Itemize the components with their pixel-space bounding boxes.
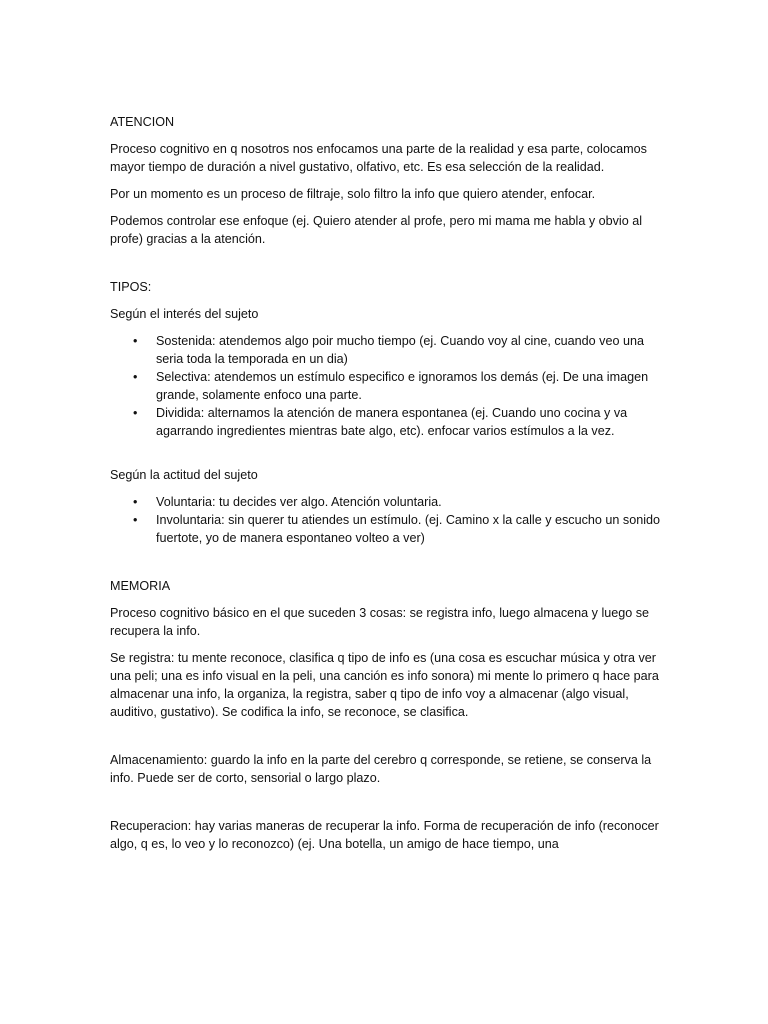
- bullet-icon: •: [133, 495, 138, 509]
- heading-memoria: MEMORIA: [110, 579, 171, 593]
- paragraph-atencion-control: Podemos controlar ese enfoque (ej. Quiero atender al profe, pero mi mama me habla y obvio al profe) gracias a la atención.: [110, 214, 643, 246]
- subheading-interes: Según el interés del sujeto: [110, 307, 259, 321]
- list-item-text: Involuntaria: sin querer tu atiendes un estímulo. (ej. Camino x la calle y escucho un sonido fuertote, yo de manera espontaneo volteo a ver): [156, 513, 661, 545]
- paragraph-atencion-definition: Proceso cognitivo en q nosotros nos enfocamos una parte de la realidad y esa parte, colocamos mayor tiempo de duración a nivel gustativo, olfativo, etc. Es esa selección de la realidad.: [110, 142, 647, 174]
- bullet-icon: •: [133, 406, 138, 420]
- list-item-text: Selectiva: atendemos un estímulo especifico e ignoramos los demás (ej. De una imagen grande, solamente enfoco una parte.: [156, 370, 649, 402]
- heading-atencion: ATENCION: [110, 115, 175, 129]
- paragraph-atencion-filtraje: Por un momento es un proceso de filtraje, solo filtro la info que quiero atender, enfocar.: [110, 187, 596, 201]
- list-item-text: Sostenida: atendemos algo poir mucho tiempo (ej. Cuando voy al cine, cuando veo una seria toda la temporada en un dia): [156, 334, 644, 366]
- subheading-actitud: Según la actitud del sujeto: [110, 468, 258, 482]
- list-item: [110, 493, 665, 511]
- paragraph-memoria-almacenamiento: Almacenamiento: guardo la info en la parte del cerebro q corresponde, se retiene, se conserva la info. Puede ser de corto, sensorial o largo plazo.: [110, 753, 652, 785]
- list-item: [110, 368, 665, 404]
- list-item-text: Voluntaria: tu decides ver algo. Atención voluntaria.: [156, 495, 442, 509]
- paragraph-memoria-definition: Proceso cognitivo básico en el que suceden 3 cosas: se registra info, luego almacena y luego se recupera la info.: [110, 606, 650, 638]
- bullet-icon: •: [133, 334, 138, 348]
- bullet-icon: •: [133, 513, 138, 527]
- list-item-text: Dividida: alternamos la atención de manera espontanea (ej. Cuando uno cocina y va agarrando ingredientes mientras bate algo, etc). enfocar varios estímulos a la vez.: [156, 406, 628, 438]
- bullet-icon: •: [133, 370, 138, 384]
- list-item: [110, 511, 665, 547]
- paragraph-memoria-registro: Se registra: tu mente reconoce, clasifica q tipo de info es (una cosa es escuchar música y otra ver una peli; una es info visual en la peli, una canción es info sonora) mi mente lo primero q hace para almacenar una info, la organiza, la registra, saber q tipo de info voy a almacenar (algo visual, auditivo, gustativo). Se codifica la info, se reconoce, se clasifica.: [110, 651, 659, 719]
- list-interes: [110, 332, 665, 440]
- heading-tipos: TIPOS:: [110, 280, 152, 294]
- list-item: [110, 332, 665, 368]
- document-body: [110, 113, 665, 862]
- list-actitud: [110, 493, 665, 547]
- list-item: [110, 404, 665, 440]
- paragraph-memoria-recuperacion: Recuperacion: hay varias maneras de recuperar la info. Forma de recuperación de info (reconocer algo, q es, lo veo y lo reconozco) (ej. Una botella, un amigo de hace tiempo, una: [110, 819, 659, 851]
